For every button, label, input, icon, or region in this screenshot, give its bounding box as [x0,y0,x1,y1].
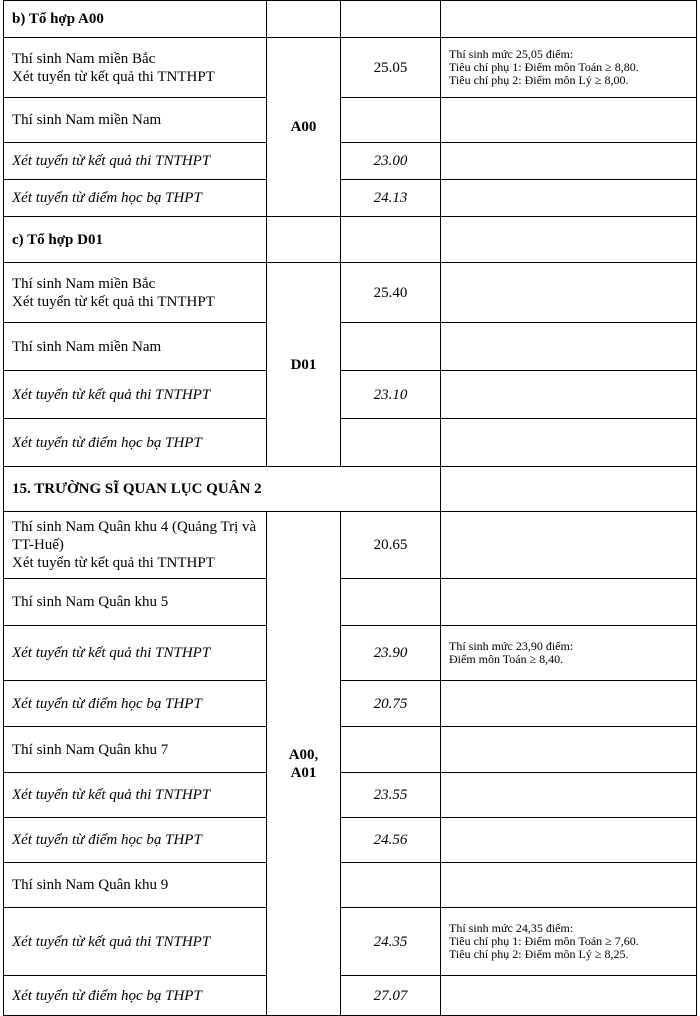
subject-group-code: A01 [290,764,317,781]
score-cell [341,863,441,908]
candidate-cell [4,976,267,1016]
criteria-note-cell [441,38,697,98]
empty-cell [441,217,697,263]
criteria-note-line: Thí sinh mức 24,35 điểm: [449,921,574,935]
candidate-text: Xét tuyển từ điểm học bạ THPT [12,434,202,451]
candidate-text: Xét tuyển từ điểm học bạ THPT [12,190,202,206]
empty-cell [267,217,341,263]
candidate-cell [4,180,267,217]
criteria-note-line: Điểm môn Toán ≥ 8,40. [449,652,564,666]
score-cell: 20.75 [341,681,441,727]
table-row [4,908,697,976]
empty-cell [341,1,441,38]
candidate-text: Xét tuyển từ kết quả thi TNTHPT [12,645,211,661]
candidate-text: Xét tuyển từ kết quả thi TNTHPT [12,153,211,169]
criteria-note-line: Tiêu chí phụ 1: Điểm môn Toán ≥ 8,80. [449,60,639,74]
criteria-note-cell [441,323,697,371]
criteria-note-cell [441,626,697,681]
table-row [4,818,697,863]
criteria-note-line: Tiêu chí phụ 2: Điểm môn Lý ≥ 8,25. [449,947,629,961]
criteria-note-cell [441,180,697,217]
score-cell: 25.40 [341,263,441,323]
candidate-text: Thí sinh Nam miền Bắc [12,50,156,67]
candidate-text: Xét tuyển từ kết quả thi TNTHPT [12,933,211,950]
section-title: 15. TRƯỜNG SĨ QUAN LỤC QUÂN 2 [4,467,441,512]
section-title: b) Tổ hợp A00 [4,1,267,38]
table-row [4,143,697,180]
criteria-note-line: Thí sinh mức 23,90 điểm: [449,639,574,653]
score-cell [341,98,441,143]
table-row [4,180,697,217]
criteria-note-cell [441,371,697,419]
criteria-note-cell [441,263,697,323]
subject-group-code: D01 [290,356,317,373]
candidate-text: Thí sinh Nam Quân khu 4 (Quảng Trị và TT-Huế) [12,519,257,553]
candidate-text: Xét tuyển từ điểm học bạ THPT [12,695,202,712]
criteria-note-cell [441,512,697,579]
score-cell: 24.13 [341,180,441,217]
table-row [4,323,697,371]
criteria-note-cell [441,863,697,908]
section-heading-row [4,467,697,512]
score-cell: 23.55 [341,773,441,818]
table-row [4,681,697,727]
criteria-note-line: Tiêu chí phụ 1: Điểm môn Toán ≥ 7,60. [449,934,639,948]
candidate-cell [4,371,267,419]
section-title: c) Tổ hợp D01 [4,217,267,263]
criteria-note-cell [441,818,697,863]
candidate-text: Thí sinh Nam Quân khu 7 [12,741,169,758]
candidate-cell [4,818,267,863]
score-cell: 20.65 [341,512,441,579]
empty-cell [441,1,697,38]
criteria-note-line: Thí sinh mức 25,05 điểm: [449,47,574,61]
table-row [4,371,697,419]
candidate-text: Thí sinh Nam Quân khu 9 [12,877,169,893]
score-cell [341,419,441,467]
score-cell [341,323,441,371]
table-body [4,1,697,1016]
empty-cell [267,1,341,38]
criteria-note-cell [441,681,697,727]
candidate-text: Thí sinh Nam Quân khu 5 [12,594,169,610]
candidate-cell [4,773,267,818]
score-cell: 25.05 [341,38,441,98]
section-heading-row [4,217,697,263]
subject-group-code: A00, [288,746,319,763]
candidate-text: Thí sinh Nam miền Nam [12,338,162,355]
candidate-text: Xét tuyển từ điểm học bạ THPT [12,987,202,1004]
table-row [4,98,697,143]
score-cell [341,579,441,626]
candidate-text: Xét tuyển từ kết quả thi TNTHPT [12,555,215,571]
empty-cell [441,467,697,512]
candidate-cell [4,263,267,323]
criteria-note-line: Tiêu chí phụ 2: Điểm môn Lý ≥ 8,00. [449,73,629,87]
subject-group-cell [267,263,341,467]
score-cell: 23.00 [341,143,441,180]
table-row [4,773,697,818]
score-cell: 23.90 [341,626,441,681]
section-heading-row [4,1,697,38]
table-row [4,419,697,467]
candidate-text: Thí sinh Nam miền Nam [12,112,162,128]
candidate-cell [4,908,267,976]
candidate-text: Xét tuyển từ kết quả thi TNTHPT [12,293,215,310]
candidate-text: Thí sinh Nam miền Bắc [12,275,156,292]
criteria-note-cell [441,727,697,773]
criteria-note-cell [441,579,697,626]
candidate-cell [4,681,267,727]
table-row [4,38,697,98]
candidate-text: Xét tuyển từ điểm học bạ THPT [12,832,202,848]
candidate-text: Xét tuyển từ kết quả thi TNTHPT [12,787,211,803]
table-row [4,976,697,1016]
table-row [4,579,697,626]
candidate-cell [4,38,267,98]
candidate-text: Xét tuyển từ kết quả thi TNTHPT [12,386,211,403]
candidate-cell [4,98,267,143]
criteria-note-cell [441,98,697,143]
criteria-note-cell [441,908,697,976]
candidate-cell [4,579,267,626]
score-cell: 24.56 [341,818,441,863]
candidate-cell [4,143,267,180]
table-row [4,727,697,773]
table-row [4,626,697,681]
criteria-note-cell [441,419,697,467]
score-cell [341,727,441,773]
criteria-note-cell [441,143,697,180]
subject-group-code: A00 [290,119,317,135]
subject-group-cell [267,38,341,217]
score-cell: 24.35 [341,908,441,976]
candidate-cell [4,626,267,681]
criteria-note-cell [441,976,697,1016]
candidate-cell [4,727,267,773]
candidate-text: Xét tuyển từ kết quả thi TNTHPT [12,68,215,85]
candidate-cell [4,863,267,908]
criteria-note-cell [441,773,697,818]
table-row [4,512,697,579]
score-cell: 27.07 [341,976,441,1016]
empty-cell [341,217,441,263]
candidate-cell [4,419,267,467]
admission-score-table [3,0,697,1016]
score-cell: 23.10 [341,371,441,419]
subject-group-cell [267,512,341,1016]
candidate-cell [4,323,267,371]
candidate-cell [4,512,267,579]
table-row [4,863,697,908]
table-row [4,263,697,323]
